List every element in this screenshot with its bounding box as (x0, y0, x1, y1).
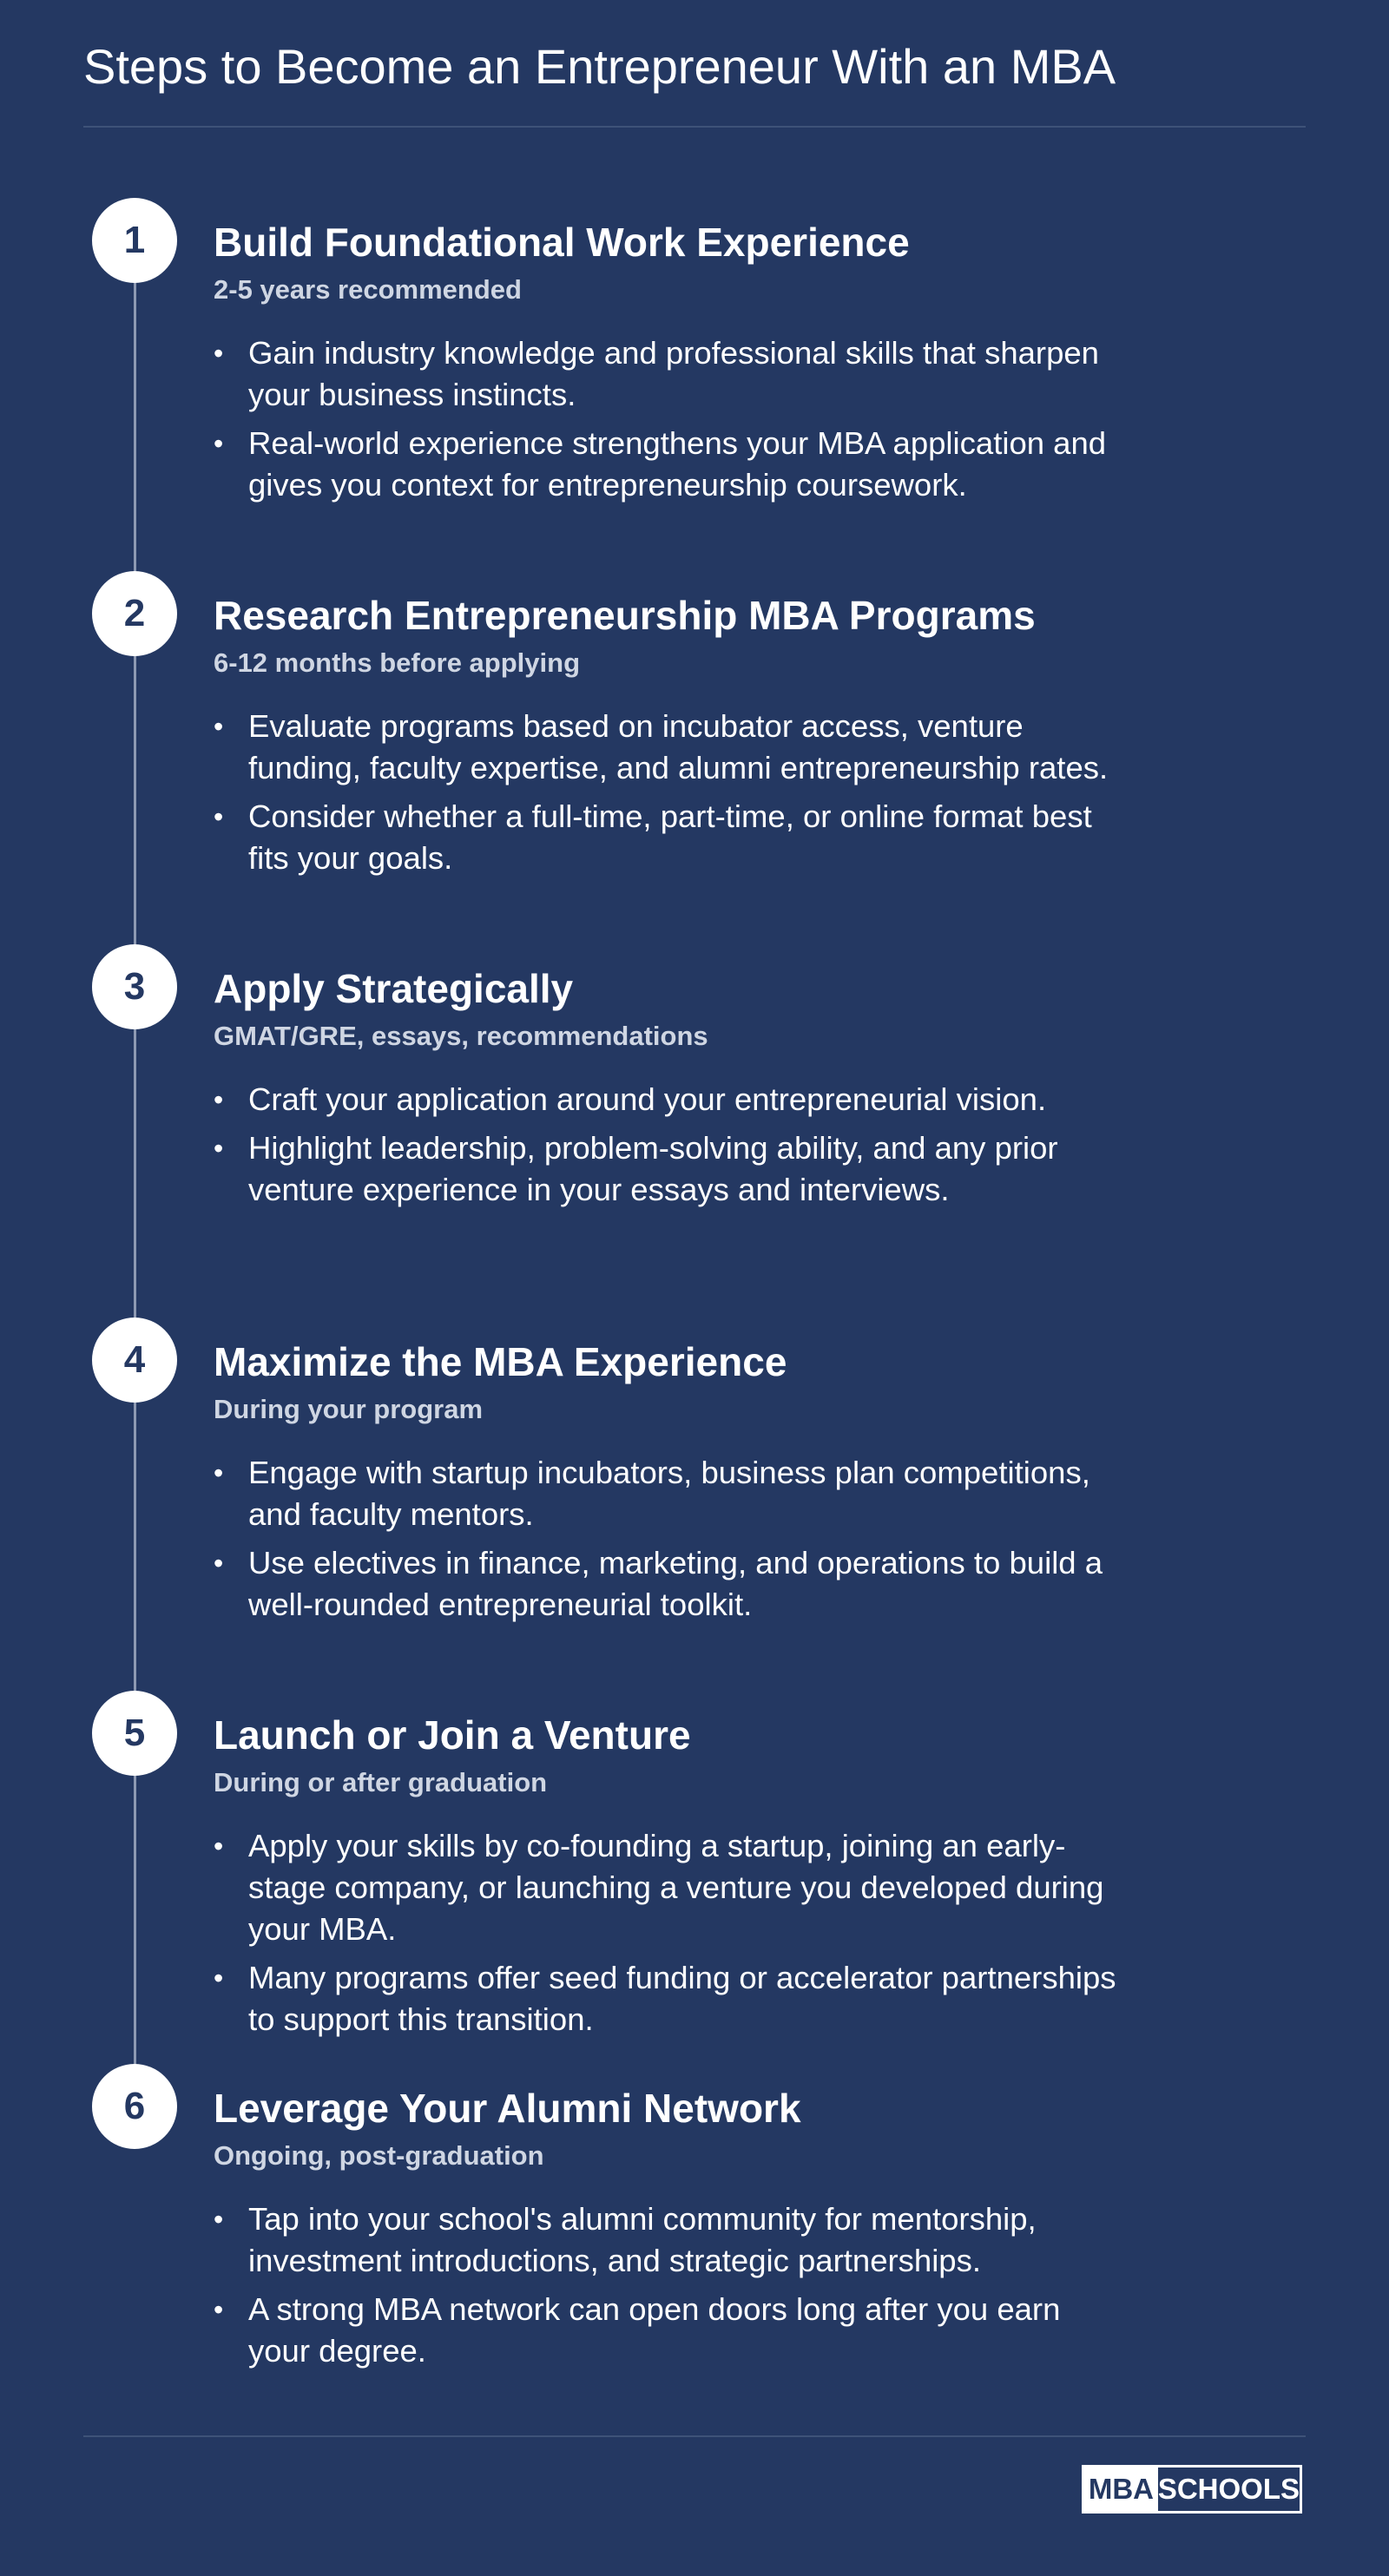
step-bullet: • Use electives in finance, marketing, and operations to build a well-rounded entrepreneurial toolkit. (214, 1542, 1116, 1626)
step-bullet-list (214, 1825, 1116, 2047)
step-timeframe: During or after graduation (214, 1767, 548, 1797)
page-title: Steps to Become an Entrepreneur With an MBA (83, 39, 1116, 94)
step-bullet: • Tap into your school's alumni community for mentorship, investment introductions, and strategic partnerships. (214, 2198, 1116, 2282)
step-bullet-list (214, 1452, 1116, 1633)
step-timeframe: During your program (214, 1394, 484, 1424)
step-bullet-list (214, 2198, 1116, 2379)
step-title: Leverage Your Alumni Network (214, 2086, 801, 2131)
step-timeframe: GMAT/GRE, essays, recommendations (214, 1021, 708, 1051)
step-title: Launch or Join a Venture (214, 1712, 691, 1758)
step-bullet: • Consider whether a full-time, part-time, or online format best fits your goals. (214, 796, 1116, 879)
footer-divider (83, 2435, 1306, 2437)
step-bullet: • Gain industry knowledge and professional skills that sharpen your business instincts. (214, 332, 1116, 416)
step-title: Apply Strategically (214, 966, 574, 1011)
mba-schools-logo (1082, 2465, 1302, 2514)
step-timeframe: Ongoing, post-graduation (214, 2140, 544, 2171)
step-bullet: • Highlight leadership, problem-solving ability, and any prior venture experience in your essays and interviews. (214, 1127, 1116, 1211)
step-bullet: • Engage with startup incubators, business plan competitions, and faculty mentors. (214, 1452, 1116, 1535)
step-bullet-list (214, 1079, 1116, 1218)
step-bullet-list (214, 332, 1116, 513)
step-title: Maximize the MBA Experience (214, 1339, 787, 1384)
step-title: Build Foundational Work Experience (214, 220, 910, 265)
logo-mba-text: MBA (1084, 2468, 1158, 2511)
step-number-badge: 6 (92, 2064, 177, 2149)
step-bullet: • Evaluate programs based on incubator access, venture funding, faculty expertise, and alumni entrepreneurship rates. (214, 706, 1116, 789)
step-number-badge: 3 (92, 944, 177, 1029)
timeline-connector (134, 240, 136, 2111)
step-bullet: • Real-world experience strengthens your MBA application and gives you context for entrepreneurship coursework. (214, 423, 1116, 506)
step-bullet: • A strong MBA network can open doors long after you earn your degree. (214, 2289, 1116, 2372)
step-bullet: • Many programs offer seed funding or accelerator partnerships to support this transition. (214, 1957, 1116, 2040)
step-timeframe: 2-5 years recommended (214, 274, 522, 305)
header-divider (83, 126, 1306, 128)
step-number-badge: 4 (92, 1318, 177, 1403)
step-bullet: • Apply your skills by co-founding a startup, joining an early-stage company, or launching a venture you developed during your MBA. (214, 1825, 1116, 1950)
step-number-badge: 1 (92, 198, 177, 283)
step-number-badge: 2 (92, 571, 177, 656)
logo-schools-text: SCHOOLS (1157, 2473, 1300, 2505)
step-timeframe: 6-12 months before applying (214, 647, 581, 678)
step-number-badge: 5 (92, 1691, 177, 1776)
step-bullet: • Craft your application around your entrepreneurial vision. (214, 1079, 1116, 1120)
step-bullet-list (214, 706, 1116, 886)
step-title: Research Entrepreneurship MBA Programs (214, 593, 1036, 638)
